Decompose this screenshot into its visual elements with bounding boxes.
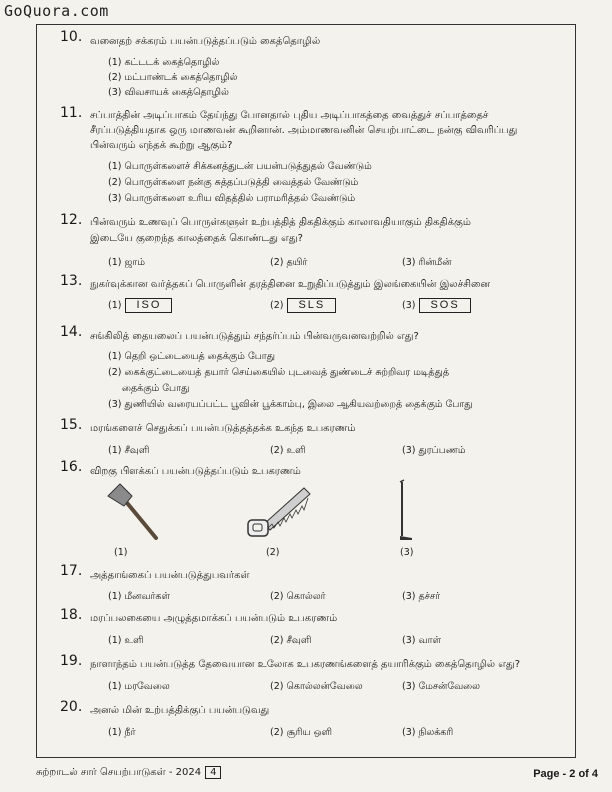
option: (2) உளி <box>270 445 306 456</box>
question-text: நாளாந்தம் பயன்படுத்த தேவையான உலோக உபகரணங்களைத் தயாரிக்கும் கைத்தொழில் எது? <box>90 659 521 670</box>
option: (2) கொல்லன்வேலை <box>270 681 363 692</box>
option: (3) விவசாயக் கைத்தொழில் <box>108 87 229 98</box>
option: (3) தச்சர் <box>402 591 441 602</box>
option: (1) தெறி ஒட்டையைத் தைக்கும் போது <box>108 351 275 362</box>
option-label: (3) <box>400 547 414 558</box>
option: (2) சூரிய ஒளி <box>270 727 333 738</box>
option: (1) நீர் <box>108 727 136 738</box>
question-text: அனல் மின் உற்பத்திக்குப் பயன்படுவது <box>90 705 270 716</box>
question-text-line: இடையே குறைந்த காலத்தைக் கொண்டது எது? <box>90 233 303 244</box>
question-text-line: சீரப்படுத்தியதாக ஒரு மாணவன் கூறினான். அம்மாணவனின் செயற்பாட்டை நன்கு விவரிப்பது <box>90 125 518 136</box>
option: (1) சீவுளி <box>108 445 150 456</box>
option: (1) கட்டடக் கைத்தொழில் <box>108 57 220 68</box>
option-sos <box>402 298 471 313</box>
question-number: 11. <box>60 105 83 121</box>
option-label: (2) <box>270 300 284 311</box>
option-continuation: தைக்கும் போது <box>122 383 190 394</box>
question-number: 18. <box>60 607 83 623</box>
option: (3) மேசன்வேலை <box>402 681 481 692</box>
question-number: 12. <box>60 212 83 228</box>
option: (2) தயிர் <box>270 257 308 268</box>
option-sls <box>270 298 336 313</box>
option-label: (3) <box>402 300 416 311</box>
question-text: சங்கிலித் தையலைப் பயன்படுத்தும் சந்தர்ப்பம் பின்வருவனவற்றில் எது? <box>90 331 419 342</box>
option: (2) பொருள்களை நன்கு சுத்தப்படுத்தி வைத்தல் வேண்டும் <box>108 177 359 188</box>
option-iso <box>108 298 172 313</box>
option: (3) துரப்பணம் <box>402 445 466 456</box>
hand-saw-icon <box>244 484 314 540</box>
axe-icon <box>104 482 164 544</box>
question-number: 14. <box>60 324 83 340</box>
question-text-line: பின்வரும் எந்தக் கூற்று ஆகும்? <box>90 140 233 151</box>
option: (2) கொல்லர் <box>270 591 326 602</box>
question-number: 16. <box>60 459 83 475</box>
option: (3) நிலக்கரி <box>402 727 454 738</box>
option: (1) பொருள்களைச் சிக்கனத்துடன் பயன்படுத்துதல் வேண்டும் <box>108 161 372 172</box>
question-text: மரப்பலகையை அழுத்தமாக்கப் பயன்படும் உபகரணம் <box>90 613 338 624</box>
option: (3) ரின்மீன் <box>402 257 452 268</box>
question-number: 19. <box>60 653 83 669</box>
crowbar-icon <box>390 478 420 544</box>
question-number: 15. <box>60 417 83 433</box>
sls-logo-box: SLS <box>287 298 336 313</box>
question-text: மரங்களைச் செதுக்கப் பயன்படுத்தத்தக்க உகந்த உபகரணம் <box>90 423 356 434</box>
question-text-line: பின்வரும் உணவுப் பொருள்களுள் உற்பத்தித் திகதிக்கும் காலாவதியாகும் திகதிக்கும் <box>90 217 471 228</box>
question-text: வனைதற் சக்கரம் பயன்படுத்தப்படும் கைத்தொழில் <box>90 36 321 47</box>
option: (1) உளி <box>108 635 144 646</box>
option: (3) துணியில் வரையப்பட்ட பூவின் பூக்காம்பு, இலை ஆகியவற்றைத் தைக்கும் போது <box>108 399 473 410</box>
option-label: (1) <box>108 300 122 311</box>
watermark: GoQuora.com <box>4 2 109 20</box>
option-label: (1) <box>114 547 128 558</box>
option: (1) மீனவர்கள் <box>108 591 171 602</box>
option: (3) வாள் <box>402 635 442 646</box>
page-indicator: Page - 2 of 4 <box>533 768 598 780</box>
page-number-box: 4 <box>205 766 221 779</box>
question-number: 17. <box>60 563 83 579</box>
sos-logo-box: SOS <box>419 298 470 313</box>
footer-subject <box>36 766 221 779</box>
option: (2) கைக்குட்டையைத் தயார் செய்கையில் புடவைத் துண்டைச் சுற்றிவர மடித்துத் <box>108 367 450 378</box>
option-label: (2) <box>266 547 280 558</box>
question-number: 20. <box>60 699 83 715</box>
option: (2) சீவுளி <box>270 635 312 646</box>
option: (3) பொருள்களை உரிய விதத்தில் பராமரித்தல் வேண்டும் <box>108 193 356 204</box>
question-text: விறகு பிளக்கப் பயன்படுத்தப்படும் உபகரணம் <box>90 466 301 477</box>
iso-logo-box: ISO <box>125 298 172 313</box>
question-text: அத்தாங்கைப் பயன்படுத்துபவர்கள் <box>90 570 250 581</box>
question-number: 13. <box>60 273 83 289</box>
footer-subject-text: சுற்றாடல் சார் செயற்பாடுகள் - 2024 <box>36 767 202 778</box>
question-text: நுகர்வுக்கான வர்த்தகப் பொருளின் தரத்தினை உறுதிப்படுத்தும் இலங்கையின் இலச்சினை <box>90 279 491 290</box>
option: (1) மரவேலை <box>108 681 170 692</box>
question-text-line: சப்பாத்தின் அடிப்பாகம் தேய்ந்து போனதால் புதிய அடிப்பாகத்தை வைத்துச் சப்பாத்தைச் <box>90 110 489 121</box>
option: (1) ஜாம் <box>108 257 146 268</box>
question-number: 10. <box>60 29 83 45</box>
option: (2) மட்பாண்டக் கைத்தொழில் <box>108 72 238 83</box>
